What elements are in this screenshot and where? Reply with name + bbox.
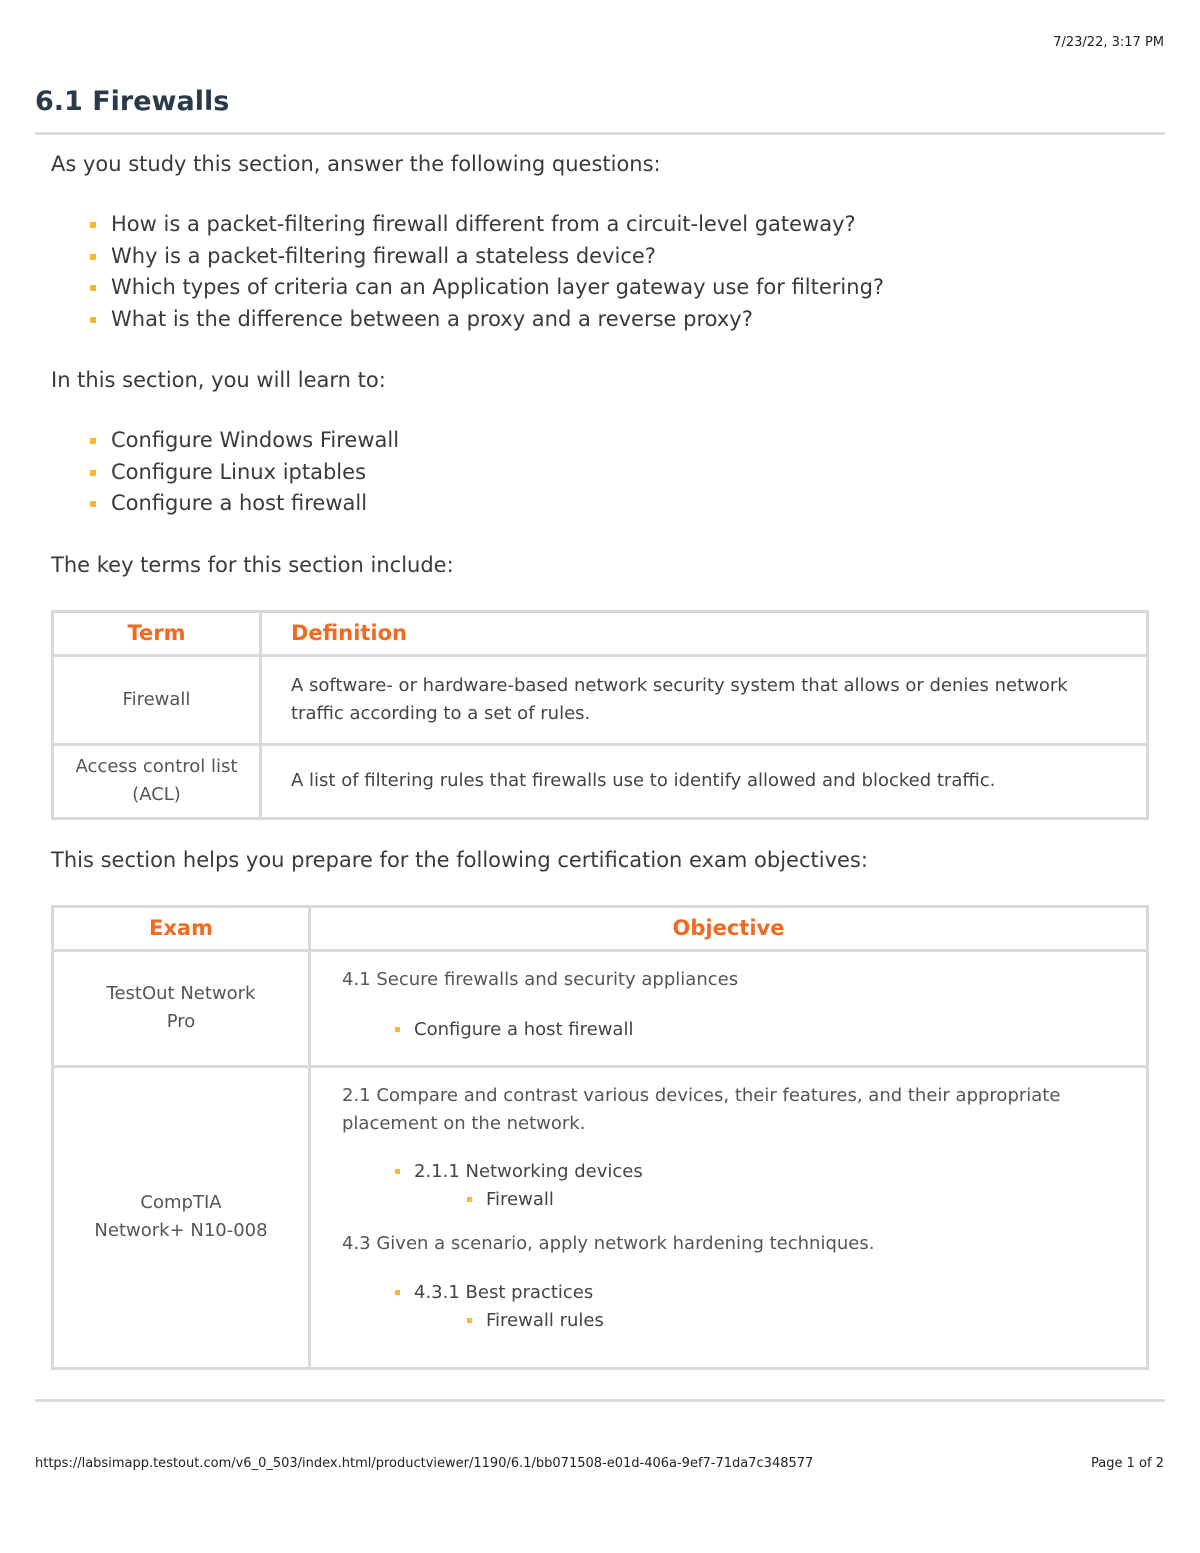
key-terms-table — [51, 610, 1149, 820]
list-item: What is the difference between a proxy and a reverse proxy? — [111, 304, 1151, 336]
print-datetime: 7/23/22, 3:17 PM — [1053, 35, 1164, 50]
header-divider — [35, 132, 1165, 135]
learn-list — [51, 425, 1151, 520]
exam-cell: TestOut Network Pro — [53, 950, 310, 1066]
page-title: 6.1 Firewalls — [35, 86, 230, 117]
sub-list — [414, 1307, 1116, 1335]
list-item: Firewall rules — [486, 1307, 1116, 1335]
list-item: How is a packet-filtering firewall different from a circuit-level gateway? — [111, 209, 1151, 241]
objective-items — [342, 1158, 1116, 1214]
sub-list — [414, 1186, 1116, 1214]
term-cell: Access control list (ACL) — [53, 744, 261, 818]
footer-divider — [35, 1399, 1165, 1402]
table-row — [53, 950, 1148, 1066]
questions-intro: As you study this section, answer the following questions: — [51, 152, 661, 176]
list-item: Why is a packet-filtering firewall a stateless device? — [111, 241, 1151, 273]
exam-intro: This section helps you prepare for the following certification exam objectives: — [51, 847, 868, 872]
terms-intro: The key terms for this section include: — [51, 552, 454, 577]
questions-list — [51, 209, 1151, 335]
column-header-term: Term — [53, 611, 261, 655]
exam-objectives-table — [51, 905, 1149, 1370]
table-row — [53, 1066, 1148, 1368]
objective-items — [342, 1016, 1116, 1044]
column-header-exam: Exam — [53, 906, 310, 950]
list-item: Configure Windows Firewall — [111, 425, 1151, 457]
section-content — [51, 150, 1151, 1370]
table-row — [53, 655, 1148, 744]
objective-cell — [310, 950, 1148, 1066]
column-header-definition: Definition — [261, 611, 1148, 655]
page-number: Page 1 of 2 — [1091, 1456, 1164, 1471]
table-row — [53, 744, 1148, 818]
list-item — [414, 1158, 1116, 1214]
objective-heading: 4.1 Secure firewalls and security appliances — [342, 968, 739, 990]
list-item: Configure a host firewall — [414, 1016, 1116, 1044]
objective-heading: 4.3 Given a scenario, apply network hardening techniques. — [342, 1232, 875, 1254]
definition-cell: A software- or hardware-based network security system that allows or denies network traffic according to a set of rules. — [261, 655, 1148, 744]
list-item-label: 4.3.1 Best practices — [414, 1281, 594, 1303]
column-header-objective: Objective — [310, 906, 1148, 950]
objective-cell — [310, 1066, 1148, 1368]
list-item: Configure Linux iptables — [111, 457, 1151, 489]
table-header-row — [53, 611, 1148, 655]
list-item: Firewall — [486, 1186, 1116, 1214]
list-item: Which types of criteria can an Application layer gateway use for filtering? — [111, 272, 1151, 304]
exam-cell: CompTIA Network+ N10-008 — [53, 1066, 310, 1368]
objective-items — [342, 1279, 1116, 1335]
list-item: Configure a host firewall — [111, 488, 1151, 520]
list-item — [414, 1279, 1116, 1335]
table-header-row — [53, 906, 1148, 950]
objective-heading: 2.1 Compare and contrast various devices, their features, and their appropriate placement on the network. — [342, 1084, 1061, 1134]
term-cell: Firewall — [53, 655, 261, 744]
footer-url: https://labsimapp.testout.com/v6_0_503/index.html/productviewer/1190/6.1/bb071508-e01d-406a-9ef7-71da7c348577 — [35, 1456, 814, 1471]
learn-intro: In this section, you will learn to: — [51, 368, 386, 392]
definition-cell: A list of filtering rules that firewalls use to identify allowed and blocked traffic. — [261, 744, 1148, 818]
list-item-label: 2.1.1 Networking devices — [414, 1160, 643, 1182]
